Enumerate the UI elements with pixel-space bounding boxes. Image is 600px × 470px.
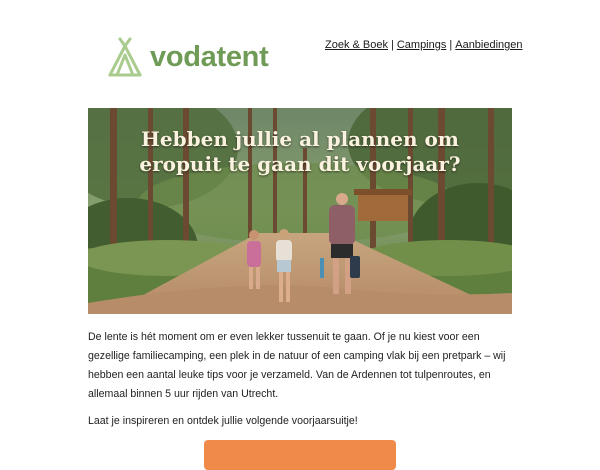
- top-navigation: [325, 39, 523, 51]
- nav-link-aanbiedingen[interactable]: Aanbiedingen: [455, 39, 523, 51]
- nav-link-campings[interactable]: Campings: [396, 39, 447, 51]
- logo-wordmark: vodatent: [150, 40, 269, 73]
- intro-paragraph: De lente is hét moment om er even lekker tussenuit te gaan. Of je nu kiest voor een gezellige familiecamping, een plek in de natuur of een camping vlak bij een pretpark – wij hebben een aantal leuke tips voor je verzameld. Van de Ardennen tot tulpenroutes, en allemaal binnen 5 uur rijden van Utrecht.: [88, 331, 506, 400]
- hero-title-line1: Hebben jullie al plannen om: [141, 127, 459, 151]
- hero-banner[interactable]: [88, 108, 512, 314]
- inspiration-paragraph: Laat je inspireren en ontdek jullie volgende voorjaarsuitje!: [88, 415, 358, 427]
- vodatent-logo[interactable]: [108, 37, 268, 77]
- hero-title-line2: eropuit te gaan dit voorjaar?: [139, 152, 461, 176]
- tent-logo-icon: [108, 37, 142, 77]
- intro-text: [88, 328, 512, 431]
- nav-link-zoek-boek[interactable]: Zoek & Boek: [325, 39, 388, 51]
- cta-button[interactable]: [204, 440, 396, 470]
- hero-title: [88, 127, 512, 177]
- nav-separator: |: [449, 39, 453, 51]
- nav-separator: |: [390, 39, 394, 51]
